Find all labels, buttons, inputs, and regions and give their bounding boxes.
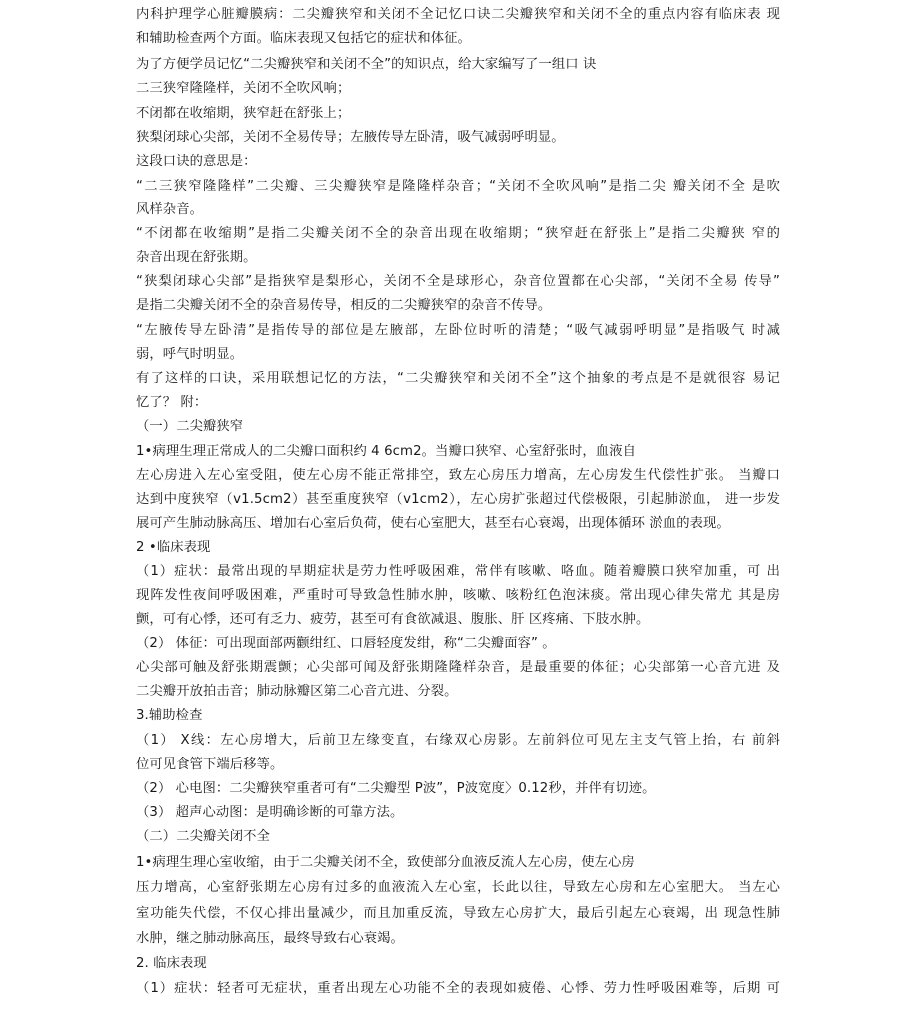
text-line: （一）二尖瓣狭窄 [136,419,244,434]
text-line: 二尖瓣开放拍击音；肺动脉瓣区第二心音亢进、分裂。 [136,684,458,699]
text-line: 水肿，继之肺动脉高压，最终导致右心衰竭。 [136,931,404,946]
text-line: “狭梨闭球心尖部”是指狭窄是梨形心，关闭不全是球形心，杂音位置都在心尖部，“关闭不全易 传导” [136,274,780,289]
text-line: （1）症状：最常出现的早期症状是劳力性呼吸困难，常伴有咳嗽、咯血。随着瓣膜口狭窄加重，可 出 [136,564,780,579]
text-line: 忆了？ 附： [136,395,208,410]
text-line: “左腋传导左卧清”是指传导的部位是左腋部，左卧位时听的清楚；“吸气减弱呼明显”是指吸气 时减 [136,323,780,338]
text-line: 是指二尖瓣关闭不全的杂音易传导，相反的二尖瓣狭窄的杂音不传导。 [136,298,552,313]
text-line: （二）二尖瓣关闭不全 [136,829,270,844]
text-line: 风样杂音。 [136,202,203,217]
text-line: 现阵发性夜间呼吸困难，严重时可导致急性肺水肿，咳嗽、咳粉红色泡沫痰。常出现心律失常尤 其是房 [136,588,780,603]
text-line: 室功能失代偿，不仅心排出量减少，而且加重反流，导致左心房扩大，最后引起左心衰竭，出 现急性肺 [136,906,780,921]
text-line: 心尖部可触及舒张期震颤；心尖部可闻及舒张期隆隆样杂音，是最重要的体征；心尖部第一心音亢进 及 [136,660,780,675]
text-line: 展可产生肺动脉高压、增加右心室后负荷，使右心室肥大，甚至右心衰竭，出现体循环 淤血的表现。 [136,516,730,531]
text-line: “不闭都在收缩期”是指二尖瓣关闭不全的杂音出现在收缩期；“狭窄赶在舒张上”是指二尖瓣狭 窄的 [136,226,780,241]
text-line: 不闭都在收缩期，狭窄赶在舒张上； [136,106,351,121]
text-line: 有了这样的口诀，采用联想记忆的方法，“二尖瓣狭窄和关闭不全”这个抽象的考点是不是就很容 易记 [136,371,780,386]
text-line: 压力增高，心室舒张期左心房有过多的血液流入左心室，长此以往，导致左心房和左心室肥大。 当左心 [136,880,780,895]
text-line: （2） 心电图：二尖瓣狭窄重者可有“二尖瓣型 P波”，P波宽度〉0.12秒，并伴有切迹。 [136,781,656,796]
text-line: （2） 体征：可出现面部两颧绀红、口唇轻度发绀，称“二尖瓣面容” 。 [136,636,556,651]
text-line: 狭梨闭球心尖部，关闭不全易传导；左腋传导左卧清，吸气减弱呼明显。 [136,130,565,145]
text-line: 内科护理学心脏瓣膜病：二尖瓣狭窄和关闭不全记忆口诀二尖瓣狭窄和关闭不全的重点内容有临床表 现 [136,7,780,22]
text-line: 为了方便学员记忆“二尖瓣狭窄和关闭不全”的知识点，给大家编写了一组口 诀 [136,57,597,72]
text-line: （1）症状：轻者可无症状，重者出现左心功能不全的表现如疲倦、心悸、劳力性呼吸困难等，后期 可 [136,981,780,996]
text-line: 这段口诀的意思是： [136,154,257,169]
text-line: 3.辅助检查 [136,708,203,723]
text-line: （1） X线：左心房增大，后前卫左缘变直，右缘双心房影。左前斜位可见左主支气管上抬，右 前斜 [136,733,780,748]
text-line: 位可见食管下端后移等。 [136,757,284,772]
text-line: 和辅助检查两个方面。临床表现又包括它的症状和体征。 [136,31,471,46]
text-line: （3） 超声心动图：是明确诊断的可靠方法。 [136,805,404,820]
text-line: 弱，呼气时明显。 [136,347,244,362]
text-line: 达到中度狭窄（v1.5cm2）甚至重度狭窄（v1cm2），左心房扩张超过代偿极限，引起肺淤血， 进一步发 [136,492,780,507]
text-line: 杂音出现在舒张期。 [136,250,257,265]
text-line: 2. 临床表现 [136,956,207,971]
text-line: 2 •临床表现 [136,540,211,555]
text-line: 左心房进入左心室受阻，使左心房不能正常排空，致左心房压力增高，左心房发生代偿性扩张。 当瓣口 [136,468,780,483]
text-line: 1•病理生理心室收缩，由于二尖瓣关闭不全，致使部分血液反流人左心房，使左心房 [136,855,635,870]
text-line: “二三狭窄隆隆样”二尖瓣、三尖瓣狭窄是隆隆样杂音；“关闭不全吹风响”是指二尖 瓣关闭不全 是吹 [136,179,780,194]
text-line: 颤，可有心悸，还可有乏力、疲劳，甚至可有食欲减退、腹胀、肝 区疼痛、下肢水肿。 [136,612,650,627]
text-line: 1•病理生理正常成人的二尖瓣口面积约 4 6cm2。当瓣口狭窄、心室舒张时，血液自 [136,444,636,459]
text-line: 二三狭窄隆隆样，关闭不全吹风响； [136,81,351,96]
